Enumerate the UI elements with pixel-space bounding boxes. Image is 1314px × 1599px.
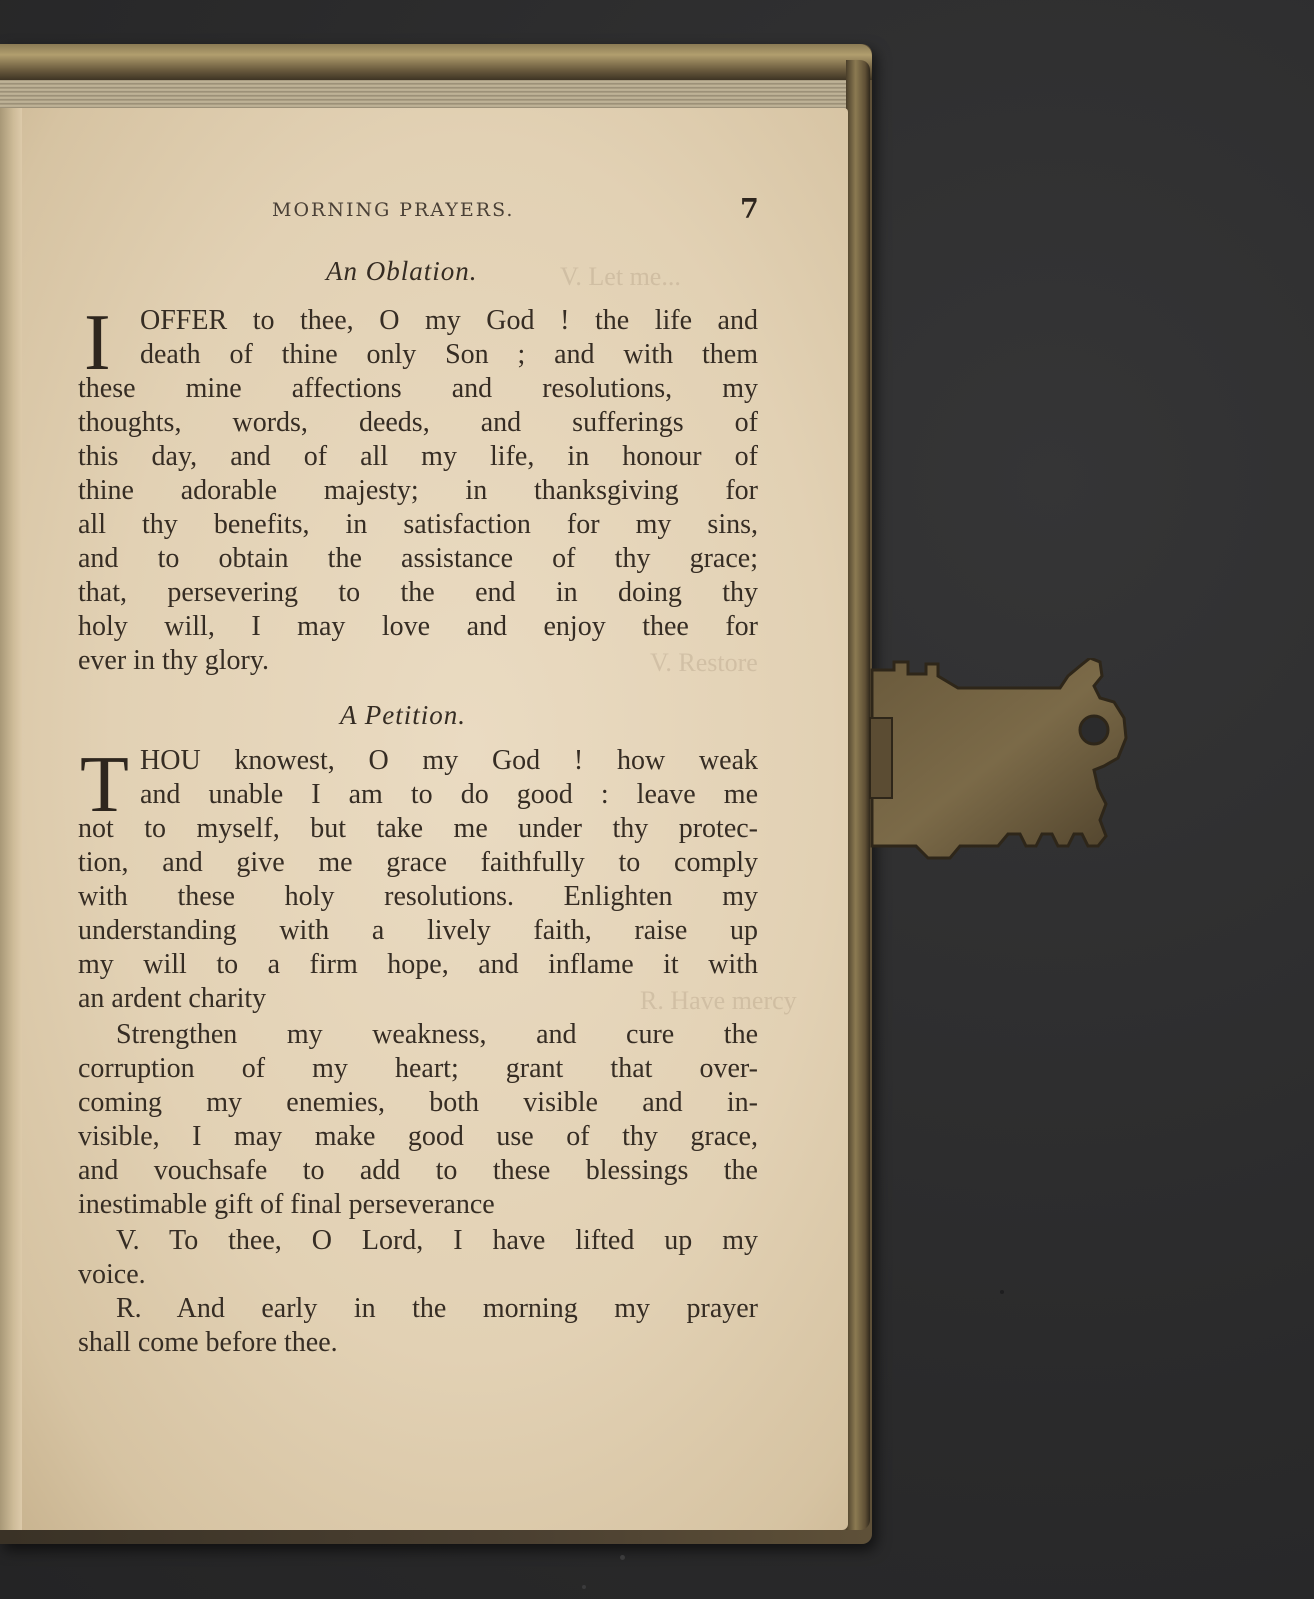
bleed-through-text: V. Let me... bbox=[560, 262, 681, 291]
text-line: thoughts, words, deeds, and sufferings of bbox=[78, 407, 758, 438]
text-line: thine adorable majesty; in thanksgiving for bbox=[78, 475, 758, 506]
text-line: death of thine only Son ; and with them bbox=[140, 339, 758, 370]
section-heading-oblation: An Oblation. bbox=[326, 256, 478, 286]
drop-cap: I bbox=[84, 299, 111, 387]
page-number: 7 bbox=[740, 194, 759, 225]
text-line: all thy benefits, in satisfaction for my sins, bbox=[78, 509, 758, 540]
versicle-line: voice. bbox=[78, 1259, 146, 1290]
text-line: this day, and of all my life, in honour of bbox=[78, 441, 758, 472]
page-gutter bbox=[0, 108, 22, 1530]
running-head: MORNING PRAYERS. bbox=[272, 199, 515, 221]
text-line: coming my enemies, both visible and in- bbox=[78, 1087, 758, 1118]
dust-speck bbox=[582, 1585, 586, 1589]
text-line: HOU knowest, O my God ! how weak bbox=[140, 745, 758, 776]
text-line: my will to a firm hope, and inflame it with bbox=[78, 949, 758, 980]
text-line: inestimable gift of final perseverance bbox=[78, 1189, 495, 1220]
text-line: and to obtain the assistance of thy grace; bbox=[78, 543, 758, 574]
brass-top-rim bbox=[0, 44, 872, 80]
response-line: shall come before thee. bbox=[78, 1327, 338, 1358]
text-line: Strengthen my weakness, and cure the bbox=[116, 1019, 758, 1050]
text-line: an ardent charity bbox=[78, 983, 267, 1014]
text-line: that, persevering to the end in doing thy bbox=[78, 577, 758, 608]
section-heading-petition: A Petition. bbox=[340, 700, 466, 730]
text-line: these mine affections and resolutions, my bbox=[78, 373, 758, 404]
text-line: tion, and give me grace faithfully to comply bbox=[78, 847, 758, 878]
versicle-line: V. To thee, O Lord, I have lifted up my bbox=[116, 1225, 758, 1256]
text-line: and vouchsafe to add to these blessings the bbox=[78, 1155, 758, 1186]
brass-right-rim bbox=[846, 60, 870, 1530]
text-line: visible, I may make good use of thy grace, bbox=[78, 1121, 758, 1152]
bleed-through-text: R. Have mercy bbox=[640, 986, 797, 1015]
text-line: and unable I am to do good : leave me bbox=[140, 779, 758, 810]
text-line: with these holy resolutions. Enlighten my bbox=[78, 881, 758, 912]
text-line: corruption of my heart; grant that over- bbox=[78, 1053, 758, 1084]
text-line: holy will, I may love and enjoy thee for bbox=[78, 611, 758, 642]
text-line: OFFER to thee, O my God ! the life and bbox=[140, 305, 758, 336]
text-line: not to myself, but take me under thy protec- bbox=[78, 813, 758, 844]
response-line: R. And early in the morning my prayer bbox=[116, 1293, 758, 1324]
dust-speck bbox=[620, 1555, 625, 1560]
text-line: understanding with a lively faith, raise up bbox=[78, 915, 758, 946]
dust-speck bbox=[1000, 1290, 1004, 1294]
brass-clasp-icon bbox=[868, 658, 1130, 868]
drop-cap: T bbox=[80, 741, 129, 829]
bleed-through-text: V. Restore bbox=[650, 648, 758, 677]
text-line: ever in thy glory. bbox=[78, 645, 270, 676]
